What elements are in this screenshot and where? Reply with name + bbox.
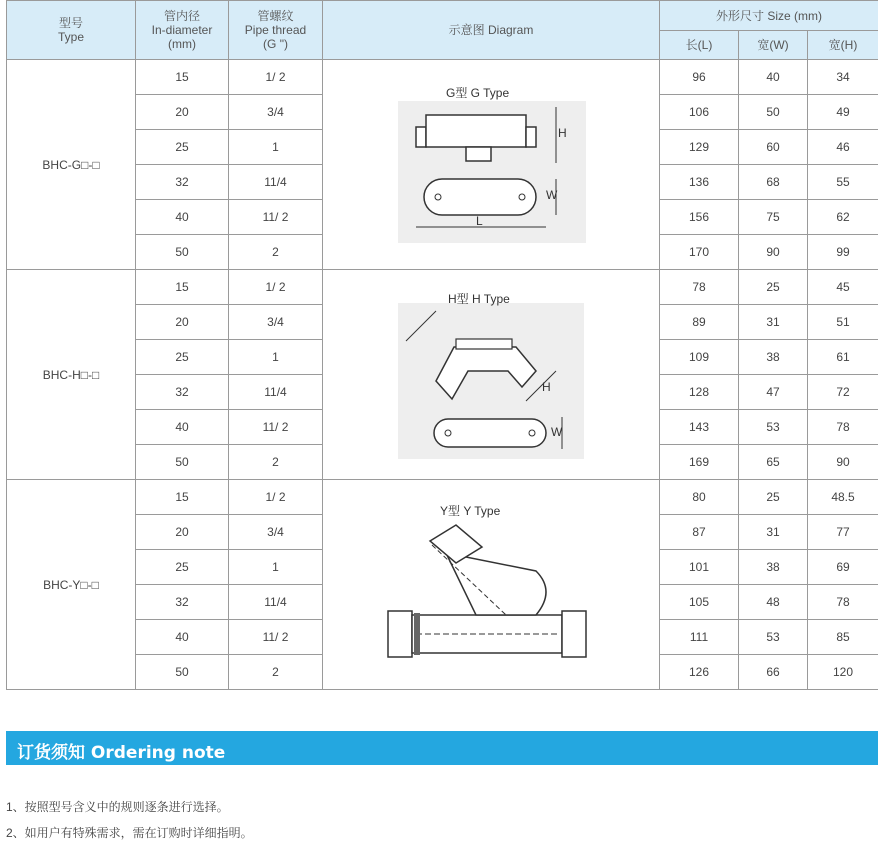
width-cell: 38 — [739, 340, 808, 375]
thread-cell: 3/4 — [229, 515, 323, 550]
diameter-cell: 20 — [136, 515, 229, 550]
ordering-note-title: 订货须知 Ordering note — [17, 743, 226, 763]
height-cell: 78 — [808, 410, 878, 445]
diameter-cell: 50 — [136, 655, 229, 690]
height-cell: 99 — [808, 235, 878, 270]
thread-cell: 11/4 — [229, 165, 323, 200]
thread-cell: 1 — [229, 130, 323, 165]
diameter-cell: 25 — [136, 550, 229, 585]
height-cell: 51 — [808, 305, 878, 340]
width-cell: 25 — [739, 270, 808, 305]
width-cell: 25 — [739, 480, 808, 515]
length-cell: 170 — [660, 235, 739, 270]
g-type-h-label: H — [558, 125, 567, 140]
length-cell: 96 — [660, 60, 739, 95]
diameter-cell: 15 — [136, 60, 229, 95]
width-cell: 53 — [739, 410, 808, 445]
diameter-cell: 40 — [136, 200, 229, 235]
diagram-cell — [323, 480, 660, 690]
length-cell: 128 — [660, 375, 739, 410]
header-length: 长(L) — [660, 31, 739, 60]
thread-cell: 3/4 — [229, 305, 323, 340]
diameter-cell: 50 — [136, 235, 229, 270]
h-type-h-label: H — [542, 379, 551, 394]
thread-cell: 1 — [229, 550, 323, 585]
h-type-diagram — [396, 291, 586, 459]
height-cell: 78 — [808, 585, 878, 620]
width-cell: 50 — [739, 95, 808, 130]
model-cell: BHC-Y□-□ — [7, 480, 136, 690]
model-cell: BHC-H□-□ — [7, 270, 136, 480]
height-cell: 77 — [808, 515, 878, 550]
height-cell: 120 — [808, 655, 878, 690]
width-cell: 47 — [739, 375, 808, 410]
height-cell: 61 — [808, 340, 878, 375]
height-cell: 46 — [808, 130, 878, 165]
height-cell: 55 — [808, 165, 878, 200]
length-cell: 126 — [660, 655, 739, 690]
header-diameter: 管内径 In-diameter (mm) — [136, 1, 229, 60]
height-cell: 72 — [808, 375, 878, 410]
width-cell: 68 — [739, 165, 808, 200]
thread-cell: 11/ 2 — [229, 200, 323, 235]
diameter-cell: 32 — [136, 375, 229, 410]
length-cell: 111 — [660, 620, 739, 655]
length-cell: 89 — [660, 305, 739, 340]
diameter-cell: 32 — [136, 165, 229, 200]
thread-cell: 3/4 — [229, 95, 323, 130]
y-type-title: Y型 Y Type — [440, 503, 501, 518]
length-cell: 105 — [660, 585, 739, 620]
diagram-cell — [323, 270, 660, 480]
width-cell: 60 — [739, 130, 808, 165]
diagram-cell — [323, 60, 660, 270]
diameter-cell: 32 — [136, 585, 229, 620]
thread-cell: 1/ 2 — [229, 270, 323, 305]
g-type-title: G型 G Type — [446, 86, 510, 100]
ordering-note-banner — [6, 731, 878, 765]
width-cell: 90 — [739, 235, 808, 270]
height-cell: 48.5 — [808, 480, 878, 515]
diameter-cell: 20 — [136, 305, 229, 340]
width-cell: 48 — [739, 585, 808, 620]
diameter-cell: 15 — [136, 480, 229, 515]
length-cell: 143 — [660, 410, 739, 445]
height-cell: 34 — [808, 60, 878, 95]
thread-cell: 11/4 — [229, 585, 323, 620]
diameter-cell: 20 — [136, 95, 229, 130]
header-height: 宽(H) — [808, 31, 878, 60]
width-cell: 53 — [739, 620, 808, 655]
diameter-cell: 25 — [136, 130, 229, 165]
thread-cell: 11/ 2 — [229, 620, 323, 655]
length-cell: 169 — [660, 445, 739, 480]
length-cell: 80 — [660, 480, 739, 515]
thread-cell: 1/ 2 — [229, 60, 323, 95]
header-thread: 管螺纹 Pipe thread (G ") — [229, 1, 323, 60]
width-cell: 66 — [739, 655, 808, 690]
g-type-l-label: L — [476, 213, 483, 228]
header-width: 宽(W) — [739, 31, 808, 60]
length-cell: 109 — [660, 340, 739, 375]
width-cell: 31 — [739, 515, 808, 550]
table-row — [7, 480, 878, 515]
spec-table — [6, 0, 878, 690]
length-cell: 78 — [660, 270, 739, 305]
h-type-title: H型 H Type — [448, 291, 510, 306]
height-cell: 45 — [808, 270, 878, 305]
header-diagram: 示意图 Diagram — [323, 1, 660, 60]
diameter-cell: 50 — [136, 445, 229, 480]
thread-cell: 11/4 — [229, 375, 323, 410]
ordering-note-2: 2、如用户有特殊需求，需在订购时详细指明。 — [6, 826, 253, 840]
width-cell: 65 — [739, 445, 808, 480]
header-size: 外形尺寸 Size (mm) — [660, 1, 878, 31]
y-type-diagram — [386, 501, 596, 669]
height-cell: 62 — [808, 200, 878, 235]
height-cell: 90 — [808, 445, 878, 480]
model-cell: BHC-G□-□ — [7, 60, 136, 270]
g-type-diagram — [396, 87, 586, 243]
diameter-cell: 15 — [136, 270, 229, 305]
g-type-w-label: W — [546, 187, 558, 202]
thread-cell: 1/ 2 — [229, 480, 323, 515]
ordering-note-1: 1、按照型号含义中的规则逐条进行选择。 — [6, 800, 229, 814]
height-cell: 49 — [808, 95, 878, 130]
thread-cell: 2 — [229, 655, 323, 690]
height-cell: 85 — [808, 620, 878, 655]
length-cell: 129 — [660, 130, 739, 165]
h-type-w-label: W — [551, 424, 563, 439]
width-cell: 40 — [739, 60, 808, 95]
length-cell: 106 — [660, 95, 739, 130]
width-cell: 38 — [739, 550, 808, 585]
length-cell: 136 — [660, 165, 739, 200]
length-cell: 87 — [660, 515, 739, 550]
height-cell: 69 — [808, 550, 878, 585]
thread-cell: 2 — [229, 445, 323, 480]
header-type: 型号 Type — [7, 1, 136, 60]
width-cell: 31 — [739, 305, 808, 340]
diameter-cell: 25 — [136, 340, 229, 375]
length-cell: 101 — [660, 550, 739, 585]
diameter-cell: 40 — [136, 620, 229, 655]
width-cell: 75 — [739, 200, 808, 235]
table-row — [7, 270, 878, 305]
thread-cell: 11/ 2 — [229, 410, 323, 445]
thread-cell: 2 — [229, 235, 323, 270]
diameter-cell: 40 — [136, 410, 229, 445]
length-cell: 156 — [660, 200, 739, 235]
thread-cell: 1 — [229, 340, 323, 375]
table-row — [7, 60, 878, 95]
